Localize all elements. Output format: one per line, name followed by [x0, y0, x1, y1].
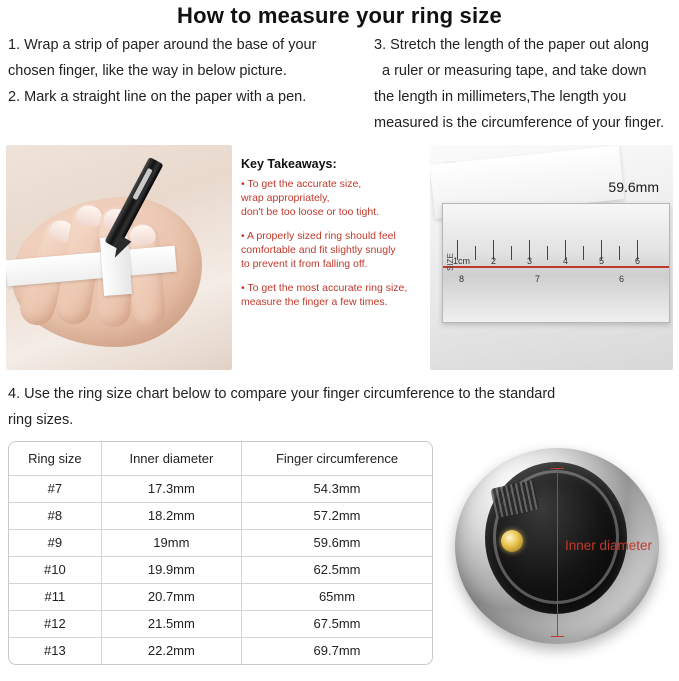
ruler-icon — [442, 203, 670, 323]
table-row — [9, 529, 432, 556]
dimension-label: Inner diameter — [565, 538, 653, 553]
instruction-step-4: 4. Use the ring size chart below to compare your finger circumference to the standard ring sizes. — [8, 386, 556, 428]
photo-wrapping-paper-on-finger — [6, 145, 232, 370]
takeaway-line: • To get the accurate size, — [241, 178, 362, 190]
cell-finger-circumference: 65mm — [242, 583, 432, 610]
measurement-label: 59.6mm — [608, 179, 659, 195]
cell-finger-circumference: 69.7mm — [242, 637, 432, 664]
ruler-tick-label: 5 — [599, 256, 605, 266]
takeaway-line: don't be too loose or too tight. — [241, 206, 380, 218]
cell-ring-size: #7 — [9, 475, 101, 502]
ruler-side-label: SIZE — [446, 253, 455, 271]
cell-ring-size: #9 — [9, 529, 101, 556]
cell-ring-size: #8 — [9, 502, 101, 529]
takeaway-line: comfortable and fit slightly snugly — [241, 244, 396, 256]
cell-ring-size: #10 — [9, 556, 101, 583]
cell-inner-diameter: 22.2mm — [101, 637, 241, 664]
cell-finger-circumference: 59.6mm — [242, 529, 432, 556]
table-row — [9, 637, 432, 664]
ruler-tick-label-secondary: 6 — [619, 274, 625, 284]
instructions-left — [8, 32, 348, 110]
column-header-ring-size: Ring size — [9, 442, 101, 475]
instruction-line: 3. Stretch the length of the paper out along — [374, 37, 649, 53]
cell-inner-diameter: 21.5mm — [101, 610, 241, 637]
ruler-tick-label: 2 — [491, 256, 497, 266]
cell-ring-size: #12 — [9, 610, 101, 637]
table-row — [9, 502, 432, 529]
instruction-line: 1. Wrap a strip of paper around the base of your — [8, 37, 317, 53]
takeaway-line: • To get the most accurate ring size, — [241, 282, 408, 294]
cell-finger-circumference: 57.2mm — [242, 502, 432, 529]
key-takeaway-item — [241, 229, 427, 271]
key-takeaways-panel — [237, 145, 427, 370]
instruction-line: a ruler or measuring tape, and take down — [382, 63, 647, 79]
table-row — [9, 583, 432, 610]
dimension-cap — [551, 636, 564, 637]
cell-inner-diameter: 19mm — [101, 529, 241, 556]
cell-inner-diameter: 17.3mm — [101, 475, 241, 502]
column-header-inner-diameter: Inner diameter — [101, 442, 241, 475]
instruction-line: 2. Mark a straight line on the paper with a pen. — [8, 89, 307, 105]
cell-finger-circumference: 62.5mm — [242, 556, 432, 583]
ring-size-table — [8, 441, 433, 665]
instruction-line: the length in millimeters,The length you — [374, 89, 627, 105]
page-title: How to measure your ring size — [177, 3, 502, 28]
key-takeaway-item — [241, 177, 427, 219]
dimension-line — [557, 468, 558, 636]
photo-measuring-paper-with-ruler — [430, 145, 673, 370]
cell-ring-size: #13 — [9, 637, 101, 664]
column-header-finger-circumference: Finger circumference — [242, 442, 432, 475]
cell-inner-diameter: 19.9mm — [101, 556, 241, 583]
ruler-tick — [511, 246, 512, 260]
cell-finger-circumference: 67.5mm — [242, 610, 432, 637]
ruler-tick-label: 3 — [527, 256, 533, 266]
takeaway-line: wrap appropriately, — [241, 192, 330, 204]
ruler-tick-label: 6 — [635, 256, 641, 266]
table-header-row — [9, 442, 432, 475]
key-takeaway-item — [241, 281, 427, 309]
ruler-tick-label-secondary: 8 — [459, 274, 465, 284]
instruction-line: chosen finger, like the way in below picture. — [8, 63, 287, 79]
instruction-line: measured is the circumference of your finger. — [374, 115, 665, 131]
photo-row — [6, 145, 673, 370]
cell-finger-circumference: 54.3mm — [242, 475, 432, 502]
cell-inner-diameter: 20.7mm — [101, 583, 241, 610]
ruler-tick — [475, 246, 476, 260]
ruler-tick-label: 1cm — [453, 256, 471, 266]
instructions-right — [374, 32, 676, 136]
takeaway-line: measure the finger a few times. — [241, 296, 388, 308]
fingernail-icon — [129, 224, 157, 246]
table-row — [9, 556, 432, 583]
takeaway-line: • A properly sized ring should feel — [241, 230, 396, 242]
sensor-led-icon — [501, 530, 523, 552]
photo-smart-ring — [441, 430, 673, 673]
cell-inner-diameter: 18.2mm — [101, 502, 241, 529]
ruler-tick — [583, 246, 584, 260]
table-row — [9, 610, 432, 637]
takeaway-line: to prevent it from falling off. — [241, 258, 368, 270]
ruler-tick — [619, 246, 620, 260]
ruler-tick-label: 4 — [563, 256, 569, 266]
key-takeaways-heading: Key Takeaways: — [241, 157, 337, 171]
table-row — [9, 475, 432, 502]
ruler-tick — [547, 246, 548, 260]
ruler-tick-label-secondary: 7 — [535, 274, 541, 284]
cell-ring-size: #11 — [9, 583, 101, 610]
ruler-measure-line — [443, 266, 669, 268]
